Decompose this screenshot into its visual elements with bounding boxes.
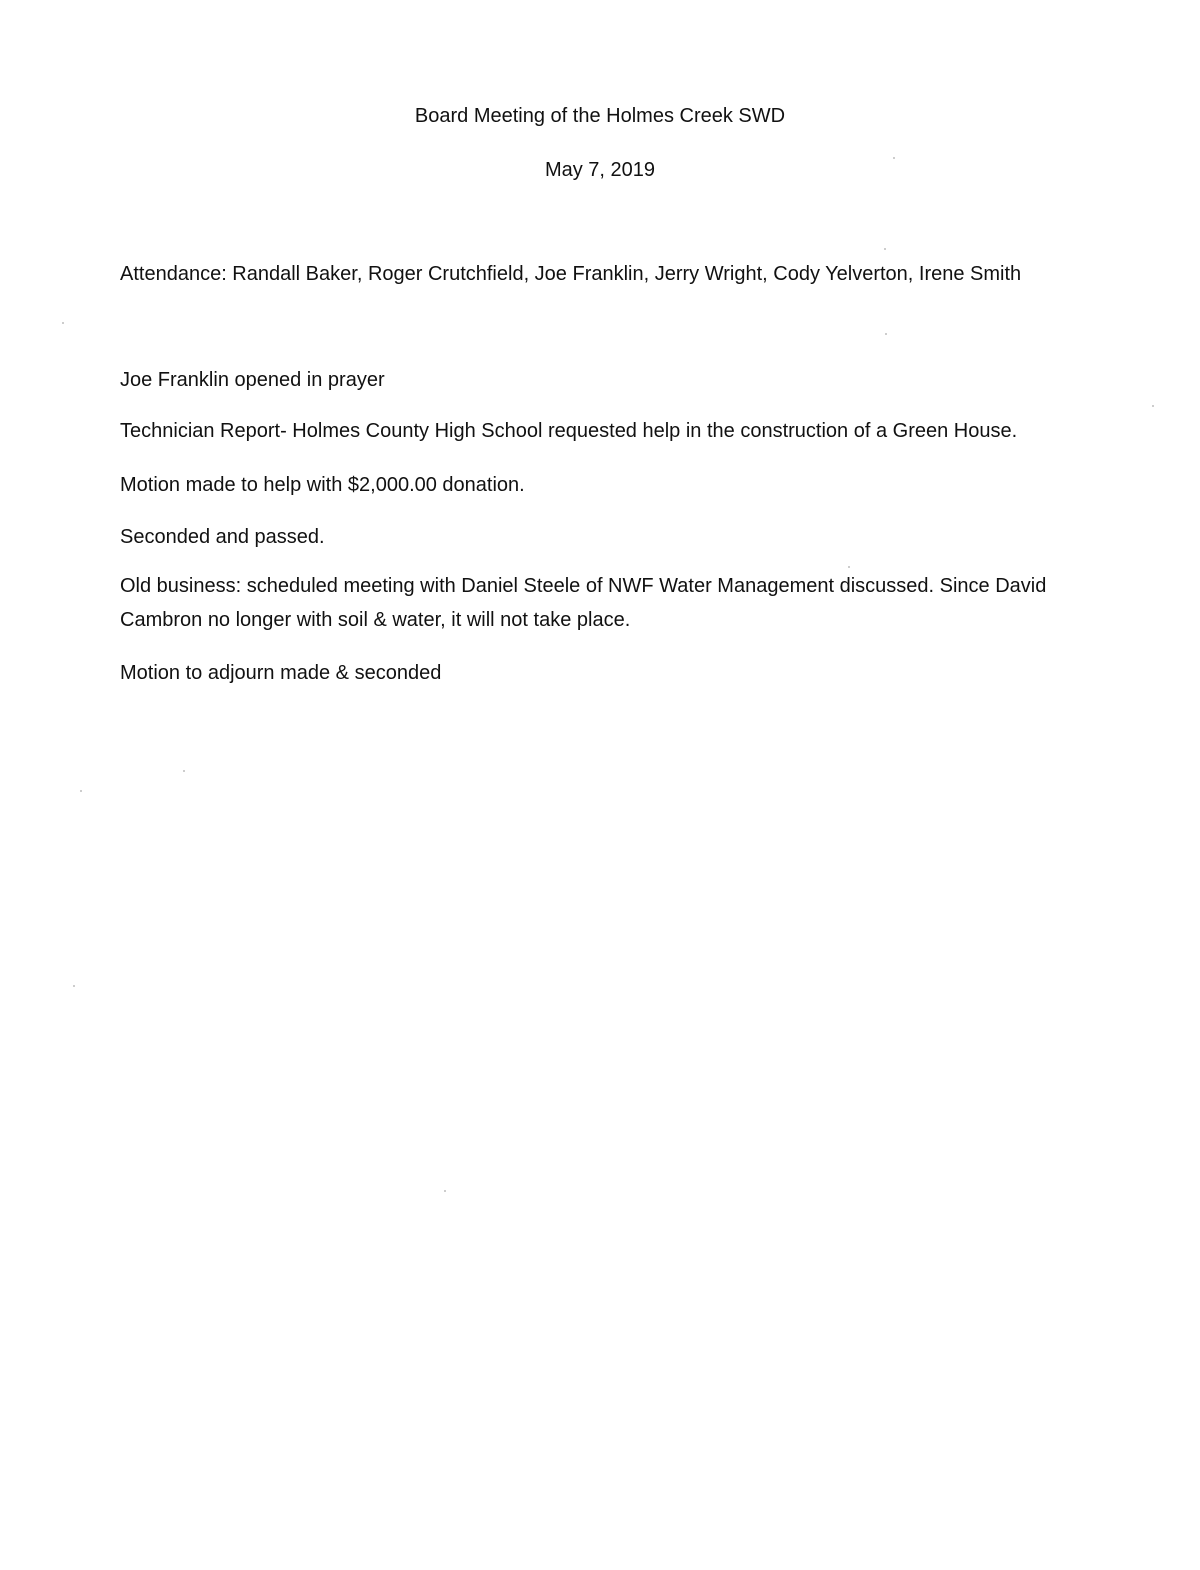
donation-motion-line: Motion made to help with $2,000.00 donation. — [120, 474, 525, 496]
seconded-line: Seconded and passed. — [120, 526, 325, 548]
scan-speck — [884, 248, 886, 250]
opening-prayer-line: Joe Franklin opened in prayer — [120, 369, 385, 391]
scan-speck — [73, 985, 75, 987]
attendance-line: Attendance: Randall Baker, Roger Crutchfield, Joe Franklin, Jerry Wright, Cody Yelverton, Irene Smith — [120, 263, 1022, 285]
scan-speck — [848, 566, 850, 568]
scan-speck — [893, 157, 895, 159]
adjourn-line: Motion to adjourn made & seconded — [120, 662, 442, 684]
old-business-line-1: Old business: scheduled meeting with Daniel Steele of NWF Water Management discussed. Since David — [120, 575, 1047, 597]
scan-speck — [1152, 405, 1154, 407]
technician-report-line: Technician Report- Holmes County High School requested help in the construction of a Green House. — [120, 420, 1018, 442]
document-title: Board Meeting of the Holmes Creek SWD — [414, 105, 786, 127]
scan-speck — [183, 770, 185, 772]
scan-speck — [80, 790, 82, 792]
old-business-line-2: Cambron no longer with soil & water, it will not take place. — [120, 609, 631, 631]
scan-speck — [62, 322, 64, 324]
scan-speck — [885, 333, 887, 335]
meeting-date: May 7, 2019 — [544, 159, 656, 181]
scan-speck — [444, 1190, 446, 1192]
